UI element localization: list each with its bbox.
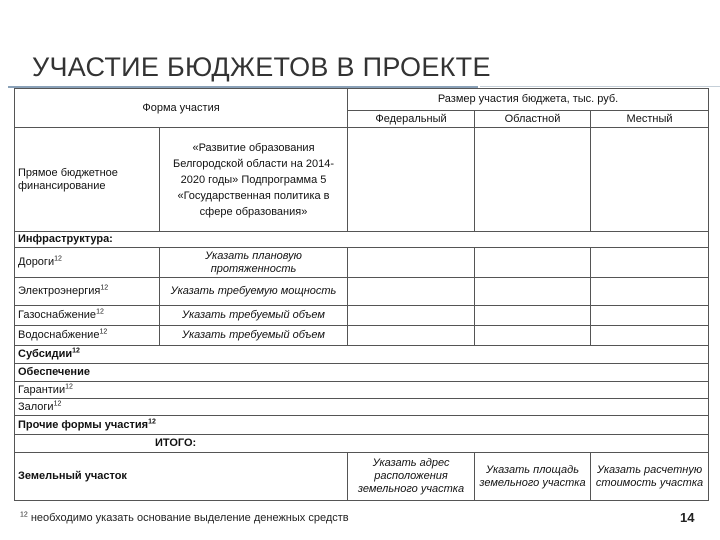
cell-local [591, 326, 709, 346]
roads-label: Дороги [18, 256, 55, 268]
electricity-sup: 12 [100, 284, 109, 292]
cell-local [591, 128, 709, 232]
total-row [15, 435, 709, 453]
infrastructure-row [15, 232, 709, 248]
roads-sup: 12 [54, 255, 62, 263]
other-forms-label: Прочие формы участия [18, 418, 149, 431]
cell-regional [475, 326, 591, 346]
header-regional: Областной [475, 111, 591, 128]
land-label: Земельный участок [15, 453, 348, 501]
header-form: Форма участия [15, 89, 348, 128]
page-number: 14 [680, 510, 695, 525]
water-cell [15, 326, 160, 346]
guarantees-row [15, 382, 709, 399]
land-address-note: Указать адрес расположения земельного участка [348, 453, 475, 501]
land-area-note: Указать площадь земельного участка [475, 453, 591, 501]
pledges-row [15, 399, 709, 416]
subsidies-row [15, 346, 709, 364]
other-forms-cell [15, 416, 709, 435]
guarantees-label: Гарантии [18, 383, 66, 396]
roads-note: Указать плановую протяженность [160, 248, 348, 278]
gas-label: Газоснабжение [18, 309, 97, 321]
footnote [20, 512, 349, 524]
cell-local [591, 306, 709, 326]
water-note: Указать требуемый объем [160, 326, 348, 346]
direct-funding-row [15, 128, 709, 232]
cell-regional [475, 306, 591, 326]
electricity-note: Указать требуемую мощность [160, 278, 348, 306]
water-sup: 12 [99, 328, 108, 336]
other-forms-row [15, 416, 709, 435]
cell-local [591, 248, 709, 278]
cell-federal [348, 326, 475, 346]
cell-federal [348, 248, 475, 278]
program-name: «Развитие образования Белгородской области на 2014-2020 годы» Подпрограмма 5 «Государственная политика в сфере образования» [160, 128, 348, 232]
gas-sup: 12 [96, 308, 104, 316]
roads-row [15, 248, 709, 278]
title-rule-extension [480, 86, 720, 87]
cell-federal [348, 128, 475, 232]
cell-regional [475, 278, 591, 306]
water-row [15, 326, 709, 346]
header-federal: Федеральный [348, 111, 475, 128]
pledges-label: Залоги [18, 400, 54, 413]
header-local: Местный [591, 111, 709, 128]
cell-regional [475, 248, 591, 278]
cell-regional [475, 128, 591, 232]
land-cost-note: Указать расчетную стоимость участка [591, 453, 709, 501]
subsidies-sup: 12 [72, 347, 80, 355]
gas-row [15, 306, 709, 326]
guarantees-sup: 12 [65, 382, 73, 390]
cell-federal [348, 306, 475, 326]
electricity-label: Электроэнергия [18, 285, 101, 297]
footnote-marker: 12 [20, 511, 28, 519]
gas-cell [15, 306, 160, 326]
gas-note: Указать требуемый объем [160, 306, 348, 326]
land-row [15, 453, 709, 501]
electricity-cell [15, 278, 160, 306]
electricity-row [15, 278, 709, 306]
provision-row [15, 364, 709, 382]
pledges-cell [15, 399, 709, 416]
direct-funding-label: Прямое бюджетное финансирование [15, 128, 160, 232]
pledges-sup: 12 [53, 399, 62, 407]
total-label: ИТОГО: [15, 435, 709, 453]
header-row-1 [15, 89, 709, 111]
cell-federal [348, 278, 475, 306]
infrastructure-label: Инфраструктура: [15, 232, 709, 248]
subsidies-cell [15, 346, 709, 364]
slide-title: УЧАСТИЕ БЮДЖЕТОВ В ПРОЕКТЕ [32, 52, 491, 82]
footnote-text: необходимо указать основание выделение денежных средств [30, 512, 349, 524]
provision-label: Обеспечение [15, 364, 709, 382]
other-forms-sup: 12 [148, 417, 156, 425]
budget-participation-table [14, 88, 709, 501]
water-label: Водоснабжение [18, 329, 100, 341]
header-budget-size: Размер участия бюджета, тыс. руб. [348, 89, 709, 111]
guarantees-cell [15, 382, 709, 399]
cell-local [591, 278, 709, 306]
roads-cell [15, 248, 160, 278]
subsidies-label: Субсидии [18, 348, 73, 360]
